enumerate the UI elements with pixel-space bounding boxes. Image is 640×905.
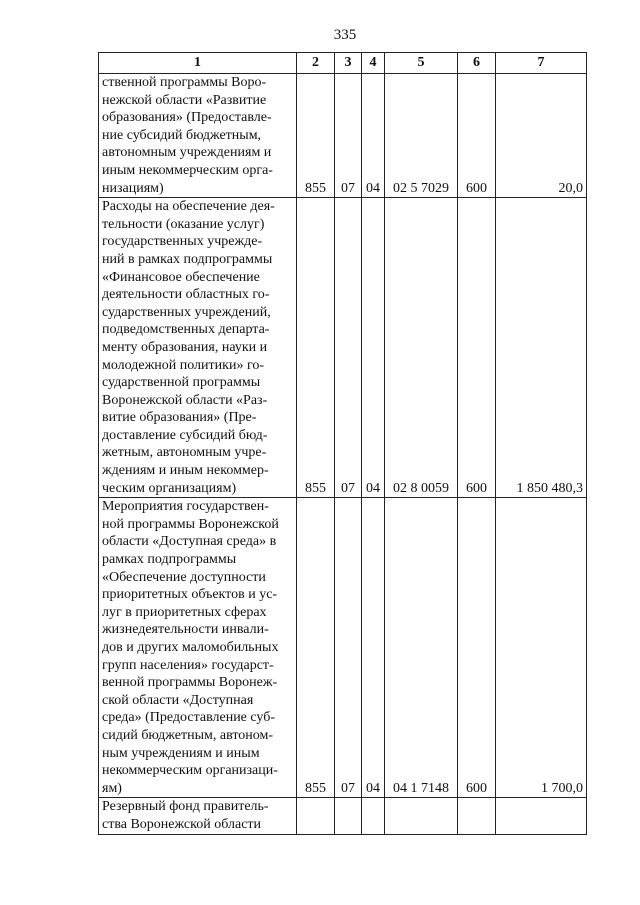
col-header-7: 7 <box>496 53 587 74</box>
budget-table <box>98 52 587 835</box>
cell-vr <box>458 798 496 834</box>
cell-csr <box>385 798 458 834</box>
cell-sum: 1 700,0 <box>496 498 587 798</box>
cell-csr: 02 5 7029 <box>385 74 458 198</box>
page-number: 335 <box>333 27 357 43</box>
cell-sum: 20,0 <box>496 74 587 198</box>
table-row <box>99 74 587 198</box>
col-header-2: 2 <box>297 53 335 74</box>
cell-pr: 04 <box>362 74 385 198</box>
cell-pr: 04 <box>362 198 385 498</box>
cell-vr: 600 <box>458 498 496 798</box>
cell-csr: 02 8 0059 <box>385 198 458 498</box>
col-header-1: 1 <box>99 53 297 74</box>
table-row <box>99 498 587 798</box>
row-description: Расходы на обеспечение дея- тельности (оказание услуг) государственных учрежде- ний в рамках подпрограммы «Финансовое обеспечение деятельности областных го- сударственных учреждений, подведомственных департа- менту образования, науки и молодежной политики» го- сударственной программы Воронежской области «Раз- витие образования» (Пре- доставление субсидий бюд- жетным, автономным учре- ждениям и иным некоммер- ческим организациям) <box>99 198 297 498</box>
row-description: Мероприятия государствен- ной программы Воронежской области «Доступная среда» в рамках подпрограммы «Обеспечение доступности приоритетных объектов и ус- луг в приоритетных сферах жизнедеятельности инвали- дов и других маломобильных групп населения» государст- венной программы Воронеж- ской области «Доступная среда» (Предоставление суб- сидий бюджетным, автоном- ным учреждениям и иным некоммерческим организаци- ям) <box>99 498 297 798</box>
col-header-5: 5 <box>385 53 458 74</box>
cell-rz: 07 <box>335 198 362 498</box>
cell-gr: 855 <box>297 74 335 198</box>
cell-vr: 600 <box>458 198 496 498</box>
col-header-3: 3 <box>335 53 362 74</box>
col-header-6: 6 <box>458 53 496 74</box>
col-header-4: 4 <box>362 53 385 74</box>
cell-rz: 07 <box>335 498 362 798</box>
header-row <box>99 53 587 74</box>
cell-gr: 855 <box>297 498 335 798</box>
cell-gr <box>297 798 335 834</box>
cell-vr: 600 <box>458 74 496 198</box>
cell-pr: 04 <box>362 498 385 798</box>
table-row <box>99 198 587 498</box>
cell-gr: 855 <box>297 198 335 498</box>
cell-sum: 1 850 480,3 <box>496 198 587 498</box>
row-description: Резервный фонд правитель- ства Воронежской области <box>99 798 297 834</box>
cell-rz <box>335 798 362 834</box>
cell-sum <box>496 798 587 834</box>
row-description: ственной программы Воро- нежской области «Развитие образования» (Предоставле- ние субсидий бюджетным, автономным учреждениям и иным некоммерческим орга- низациям) <box>99 74 297 198</box>
cell-csr: 04 1 7148 <box>385 498 458 798</box>
cell-rz: 07 <box>335 74 362 198</box>
cell-pr <box>362 798 385 834</box>
table-row <box>99 798 587 834</box>
